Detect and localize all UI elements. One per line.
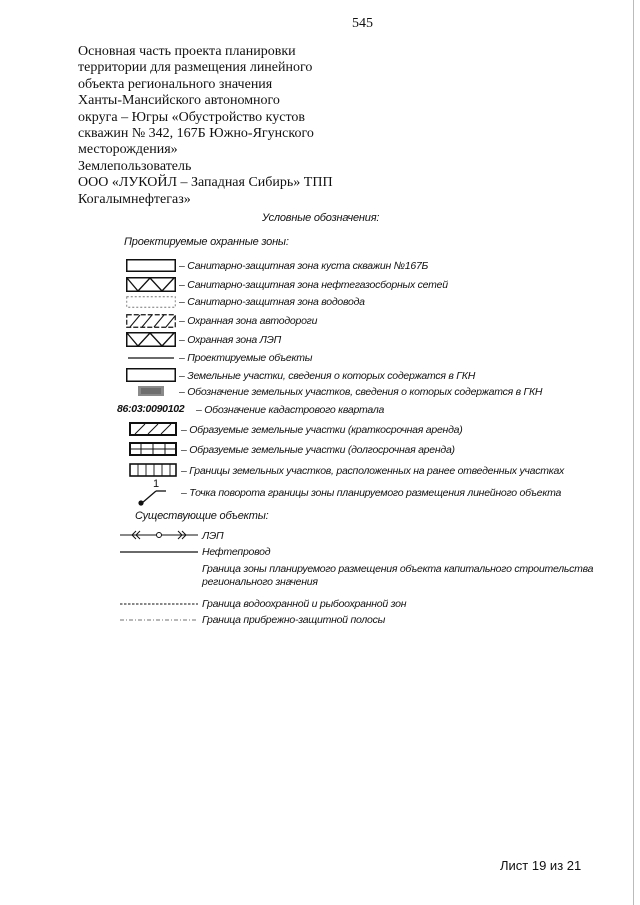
power-line-zone-symbol: [126, 332, 176, 347]
header-line: территории для размещения линейного: [78, 60, 313, 76]
legend-row-existing-oil-pipeline: [0, 543, 640, 563]
gray-blob-symbol: [138, 386, 164, 396]
plain-rectangle-symbol: [126, 259, 176, 272]
long-lease-symbol: [129, 442, 177, 456]
legend-row-turn-point: [0, 478, 640, 508]
allotted-plots-symbol: [129, 463, 177, 477]
projected-zones-heading: Проектируемые охранные зоны:: [124, 236, 289, 248]
zigzag-rectangle-symbol: [126, 277, 176, 292]
legend-title: Условные обозначения:: [262, 212, 380, 224]
plain-rectangle-symbol: [126, 368, 176, 382]
header-line: ООО «ЛУКОЙЛ – Западная Сибирь» ТПП: [78, 175, 333, 191]
legend-row-coastal-strip-boundary: [0, 611, 640, 631]
legend-label: – Охранная зона автодороги: [179, 315, 318, 327]
legend-label: – Обозначение кадастрового квартала: [196, 404, 385, 416]
legend-row-power-line-protection-zone: [0, 331, 640, 351]
legend-label: Граница водоохранной и рыбоохранной зон: [202, 598, 407, 610]
solid-line-symbol: [128, 356, 174, 360]
legend-label: Граница прибрежно-защитной полосы: [202, 614, 386, 626]
dashed-line-symbol: [120, 602, 198, 606]
header-line: Основная часть проекта планировки: [78, 44, 296, 59]
page-number: 545: [352, 16, 373, 31]
header-line: скважин № 342, 167Б Южно-Ягунского: [78, 126, 314, 142]
header-line: Землепользователь: [78, 158, 192, 174]
legend-row-road-protection-zone: [0, 312, 640, 332]
legend-label: – Проектируемые объекты: [179, 352, 313, 364]
header-line: объекта регионального значения: [78, 76, 273, 92]
legend-row-zone-boundary: [0, 561, 640, 595]
legend-label: Нефтепровод: [202, 546, 271, 558]
oil-pipeline-symbol: [120, 550, 198, 554]
legend-row-projected-objects: [0, 349, 640, 369]
legend-label: – Санитарно-защитная зона водовода: [179, 296, 365, 308]
cadastral-code: 86:03:0090102: [117, 403, 185, 415]
legend-label: – Охранная зона ЛЭП: [179, 334, 282, 346]
header-line: месторождения»: [78, 142, 178, 158]
legend-row-cadastral-quarter: [0, 401, 640, 421]
legend-label: – Обозначение земельных участков, сведения о которых содержатся в ГКН: [179, 386, 543, 398]
legend-label: – Образуемые земельные участки (краткосрочная аренда): [181, 424, 463, 436]
dashed-rectangle-symbol: [126, 296, 176, 308]
hatched-dashed-rectangle-symbol: [126, 314, 176, 328]
existing-objects-heading: Существующие объекты:: [135, 510, 269, 522]
header-line: округа – Югры «Обустройство кустов: [78, 109, 306, 125]
legend-row-long-term-lease: [0, 441, 640, 461]
legend-row-sanitary-zone-cluster: [0, 257, 640, 277]
legend-row-short-term-lease: [0, 421, 640, 441]
legend-label: – Образуемые земельные участки (долгосрочная аренда): [181, 444, 455, 456]
legend-label: ЛЭП: [202, 530, 224, 542]
legend-label: – Границы земельных участков, расположенных на ранее отведенных участках: [181, 465, 565, 477]
legend-label: – Санитарно-защитная зона нефтегазосборных сетей: [179, 279, 448, 291]
document-header: [78, 44, 378, 208]
legend-label: регионального значения: [202, 576, 318, 588]
sheet-number: Лист 19 из 21: [500, 858, 582, 873]
dash-dot-line-symbol: [120, 618, 198, 622]
legend-row-gkn-designation: [0, 383, 640, 403]
turn-point-number: 1: [153, 478, 159, 490]
power-line-symbol: [120, 529, 198, 541]
short-lease-symbol: [129, 422, 177, 436]
header-line: Когалымнефтегаз»: [78, 191, 191, 207]
header-line: Ханты-Мансийского автономного: [78, 93, 280, 109]
legend-label: – Санитарно-защитная зона куста скважин №167Б: [179, 260, 429, 272]
legend-label: Граница зоны планируемого размещения объекта капитального строительства: [202, 563, 594, 575]
legend-label: – Земельные участки, сведения о которых содержатся в ГКН: [179, 370, 476, 382]
legend-row-sanitary-zone-water-pipeline: [0, 293, 640, 313]
legend-label: – Точка поворота границы зоны планируемого размещения линейного объекта: [181, 487, 562, 499]
